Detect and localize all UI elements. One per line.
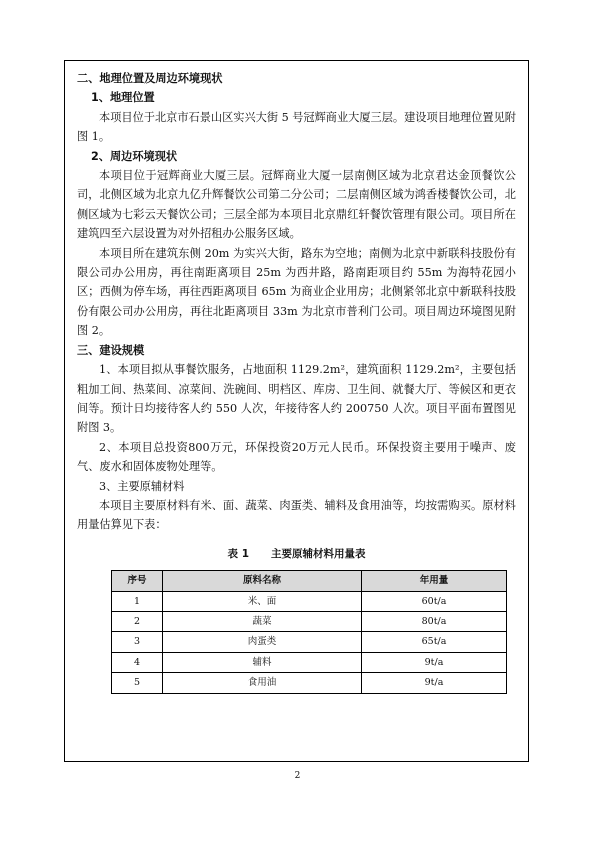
cell-annual-usage: 65t/a bbox=[362, 632, 507, 652]
table-row bbox=[112, 652, 507, 672]
table-row bbox=[112, 673, 507, 693]
cell-index: 3 bbox=[112, 632, 163, 652]
cell-annual-usage: 80t/a bbox=[362, 611, 507, 631]
paragraph-scale-2: 2、本项目总投资800万元，环保投资20万元人民币。环保投资主要用于噪声、废气、废水和固体废物处理等。 bbox=[77, 440, 516, 474]
paragraph-geographic-location: 本项目位于北京市石景山区实兴大街 5 号冠辉商业大厦三层。建设项目地理位置见附图 1。 bbox=[77, 110, 516, 144]
content-frame bbox=[64, 60, 529, 762]
table-row bbox=[112, 611, 507, 631]
cell-index: 5 bbox=[112, 673, 163, 693]
table-row bbox=[112, 632, 507, 652]
cell-material-name: 蔬菜 bbox=[163, 611, 362, 631]
cell-material-name: 食用油 bbox=[163, 673, 362, 693]
document-body bbox=[65, 61, 528, 694]
cell-index: 4 bbox=[112, 652, 163, 672]
cell-material-name: 辅料 bbox=[163, 652, 362, 672]
header-index: 序号 bbox=[112, 571, 163, 591]
paragraph-surroundings-2: 本项目所在建筑东侧 20m 为实兴大街，路东为空地；南侧为北京中新联科技股份有限公司办公用房，再往南距离项目 25m 为西井路，路南距项目约 55m 为海特花园小区；西侧为停车场，再往西距离项目 65m 为商业企业用房；北侧紧邻北京中新联科技股份有限公司办公用房，再往北距离项目 33m 为北京市普利门公司。项目周边环境图见附图 2。 bbox=[77, 246, 516, 338]
section-heading-scale: 三、建设规模 bbox=[77, 343, 145, 357]
header-material-name: 原料名称 bbox=[163, 571, 362, 591]
paragraph-scale-3: 3、主要原辅材料 bbox=[99, 479, 185, 493]
paragraph-scale-4: 本项目主要原材料有米、面、蔬菜、肉蛋类、辅料及食用油等，均按需购买。原材料用量估算见下表： bbox=[77, 498, 516, 532]
cell-material-name: 米、面 bbox=[163, 591, 362, 611]
cell-annual-usage: 9t/a bbox=[362, 673, 507, 693]
table-row bbox=[112, 591, 507, 611]
cell-index: 1 bbox=[112, 591, 163, 611]
cell-index: 2 bbox=[112, 611, 163, 631]
table-header-row bbox=[112, 571, 507, 591]
section-heading-location: 二、地理位置及周边环境现状 bbox=[77, 72, 223, 85]
cell-material-name: 肉蛋类 bbox=[163, 632, 362, 652]
header-annual-usage: 年用量 bbox=[362, 571, 507, 591]
subheading-surroundings: 2、周边环境现状 bbox=[91, 149, 178, 163]
materials-table bbox=[111, 570, 507, 693]
table-caption: 表 1 主要原辅材料用量表 bbox=[227, 547, 366, 560]
cell-annual-usage: 60t/a bbox=[362, 591, 507, 611]
subheading-geographic-location: 1、地理位置 bbox=[91, 91, 155, 105]
paragraph-surroundings-1: 本项目位于冠辉商业大厦三层。冠辉商业大厦一层南侧区域为北京君达金顶餐饮公司，北侧区域为北京九亿升辉餐饮公司第二分公司；二层南侧区域为鸿香楼餐饮公司，北侧区域为七彩云天餐饮公司；三层全部为本项目北京鼎红轩餐饮管理有限公司。项目所在建筑四至六层设置为对外招租办公服务区域。 bbox=[77, 169, 516, 241]
page-number: 2 bbox=[294, 771, 301, 781]
paragraph-scale-1: 1、本项目拟从事餐饮服务，占地面积 1129.2m²，建筑面积 1129.2m²，主要包括粗加工间、热菜间、凉菜间、洗碗间、明档区、库房、卫生间、就餐大厅、等候区和更衣间等。预计日均接待客人约 550 人次，年接待客人约 200750 人次。项目平面布置图见附图 3。 bbox=[77, 363, 516, 435]
cell-annual-usage: 9t/a bbox=[362, 652, 507, 672]
